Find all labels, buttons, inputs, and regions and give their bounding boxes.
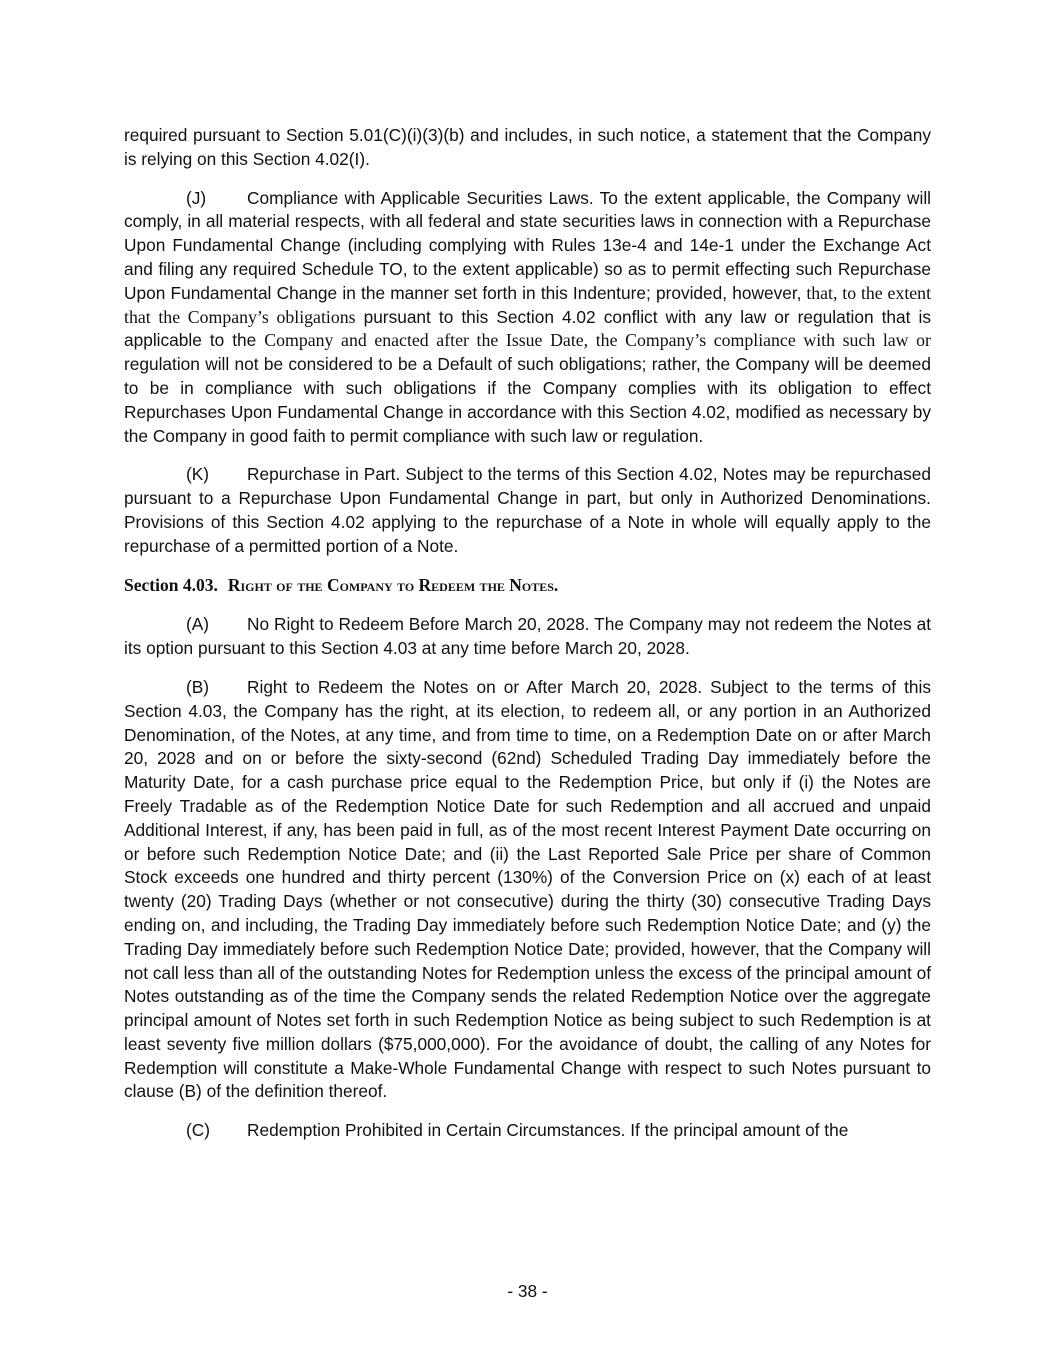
paragraph-j xyxy=(124,187,931,449)
page-number: - 38 - xyxy=(507,1281,548,1301)
paragraph-j-text-e: regulation will not be considered to be a Default of such obligations; rather, the Company will be deemed to be in compliance with such obligations if the Company complies with its obligation to effect Repurchases Upon Fundamental Change in accordance with this Section 4.02, modified as necessary by the Company in good faith to permit compliance with such law or regulation. xyxy=(124,354,931,446)
paragraph-j-text-b: that, to the extent that the Company’s obligations xyxy=(124,282,932,327)
paragraph-c-label: (C) xyxy=(186,1120,210,1141)
paragraph-c xyxy=(124,1119,931,1143)
paragraph-b-text: Right to Redeem the Notes on or After March 20, 2028. Subject to the terms of this Section 4.03, the Company has the right, at its election, to redeem all, or any portion in an Authorized Denomination, of the Notes, at any time, and from time to time, on a Redemption Date on or after March 20, 2028 and on or before the sixty-second (62nd) Scheduled Trading Day immediately before the Maturity Date, for a cash purchase price equal to the Redemption Price, but only if (i) the Notes are Freely Tradable as of the Redemption Notice Date for such Redemption and all accrued and unpaid Additional Interest, if any, has been paid in full, as of the most recent Interest Payment Date occurring on or before such Redemption Notice Date; and (ii) the Last Reported Sale Price per share of Common Stock exceeds one hundred and thirty percent (130%) of the Conversion Price on (x) each of at least twenty (20) Trading Days (whether or not consecutive) during the thirty (30) consecutive Trading Days ending on, and including, the Trading Day immediately before such Redemption Notice Date; and (y) the Trading Day immediately before such Redemption Notice Date; provided, however, that the Company will not call less than all of the outstanding Notes for Redemption unless the excess of the principal amount of Notes outstanding as of the time the Company sends the related Redemption Notice over the aggregate principal amount of Notes set forth in such Redemption Notice as being subject to such Redemption is at least seventy five million dollars ($75,000,000). For the avoidance of doubt, the calling of any Notes for Redemption will constitute a Make-Whole Fundamental Change with respect to such Notes pursuant to clause (B) of the definition thereof. xyxy=(124,676,931,1102)
section-heading xyxy=(124,574,931,598)
paragraph-j-text-a: Compliance with Applicable Securities Laws. To the extent applicable, the Company will comply, in all material respects, with all federal and state securities laws in connection with a Repurchase Upon Fundamental Change (including complying with Rules 13e-4 and 14e-1 under the Exchange Act and filing any required Schedule TO, to the extent applicable) so as to permit effecting such Repurchase Upon Fundamental Change in the manner set forth in this Indenture; provided, however, xyxy=(124,187,931,303)
paragraph-b-label: (B) xyxy=(186,676,210,697)
paragraph-k xyxy=(124,463,931,558)
paragraph-j-text-d: Company and enacted after the Issue Date, the Company’s compliance with such law or xyxy=(264,330,931,351)
paragraph-b xyxy=(124,676,931,1104)
section-title: Right of the Company to Redeem the Notes. xyxy=(227,574,559,595)
intro-paragraph: required pursuant to Section 5.01(C)(i)(3)(b) and includes, in such notice, a statement that the Company is relying on this Section 4.02(I). xyxy=(124,125,931,169)
document-page xyxy=(124,124,931,1158)
paragraph-a-label: (A) xyxy=(186,614,210,635)
paragraph-j-text-c: pursuant to this Section 4.02 conflict with any law or regulation that is applicable to the xyxy=(124,306,931,351)
paragraph-k-label: (K) xyxy=(186,464,210,485)
paragraph-a-text: No Right to Redeem Before March 20, 2028. The Company may not redeem the Notes at its option pursuant to this Section 4.03 at any time before March 20, 2028. xyxy=(124,614,931,659)
section-number: Section 4.03. xyxy=(124,574,218,595)
paragraph-c-text: Redemption Prohibited in Certain Circumstances. If the principal amount of the xyxy=(247,1120,849,1141)
paragraph-j-label: (J) xyxy=(186,187,207,208)
paragraph-a xyxy=(124,613,931,661)
paragraph-k-text: Repurchase in Part. Subject to the terms of this Section 4.02, Notes may be repurchased pursuant to a Repurchase Upon Fundamental Change in part, but only in Authorized Denominations. Provisions of this Section 4.02 applying to the repurchase of a Note in whole will equally apply to the repurchase of a permitted portion of a Note. xyxy=(124,464,931,556)
